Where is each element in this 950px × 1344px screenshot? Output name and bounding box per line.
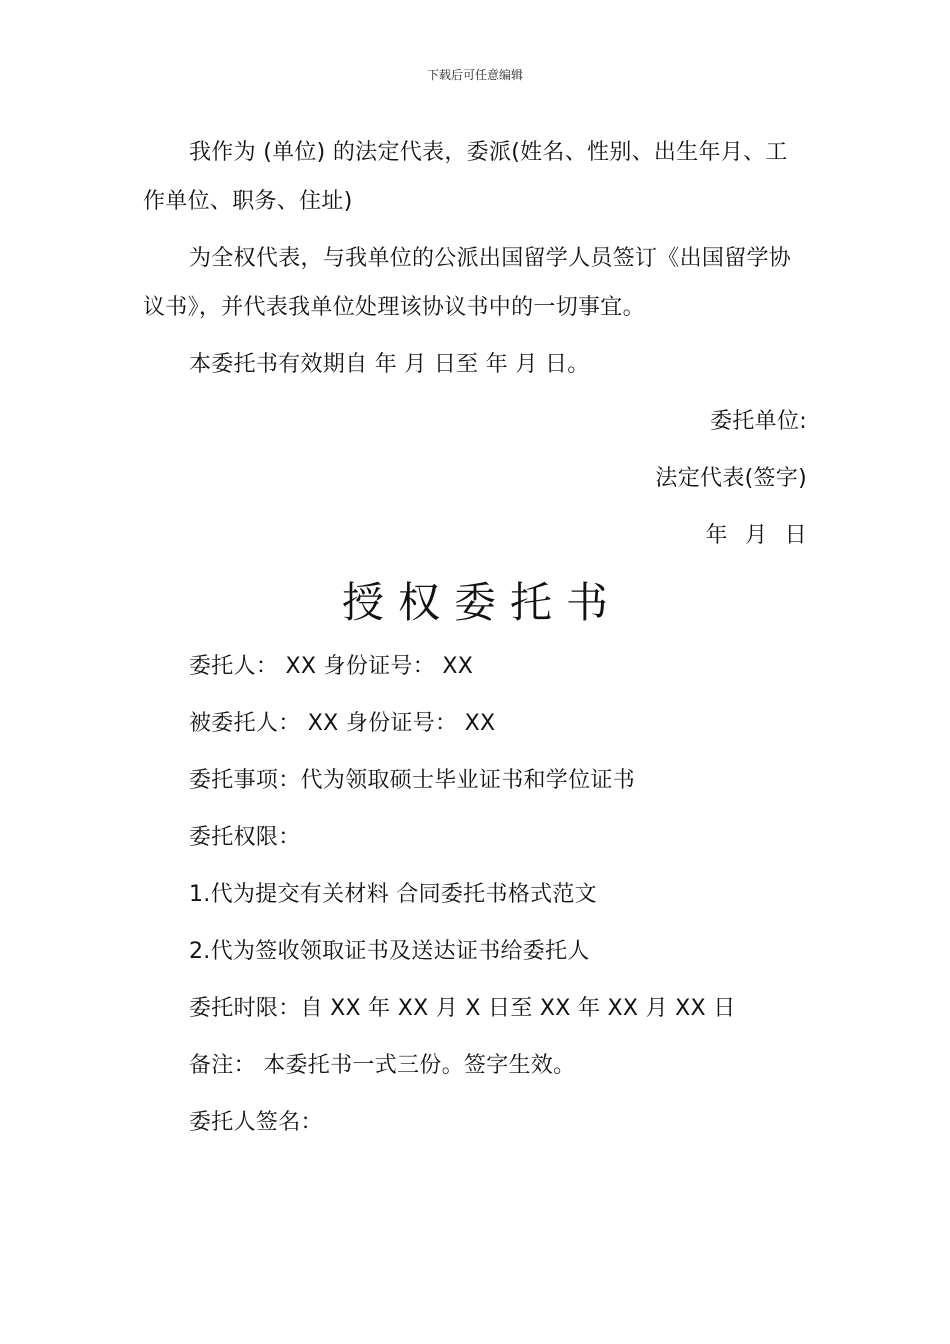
authority-item-2: 2.代为签收领取证书及送达证书给委托人 [189, 939, 590, 964]
document-title: 授权委托书 [341, 578, 622, 627]
letter-paragraph-delegation: 我作为 (单位) 的法定代表，委派(姓名、性别、出生年月、工作单位、职务、住址) [143, 140, 788, 214]
document-body [143, 128, 807, 1155]
header-note: 下载后可任意编辑 [426, 68, 523, 82]
agent-line: 被委托人： XX 身份证号： XX [189, 711, 496, 736]
principal-signature-line: 委托人签名： [189, 1110, 323, 1135]
entrusting-unit-label: 委托单位: [710, 409, 807, 434]
letter-paragraph-authority: 为全权代表，与我单位的公派出国留学人员签订《出国留学协议书》，并代表我单位处理该协议书中的一切事宜。 [143, 246, 792, 320]
matter-line: 委托事项：代为领取硕士毕业证书和学位证书 [189, 768, 636, 793]
authority-label: 委托权限： [189, 825, 301, 850]
period-line: 委托时限：自 XX 年 XX 月 X 日至 XX 年 XX 月 XX 日 [189, 996, 736, 1021]
legal-rep-signature-label: 法定代表(签字) [655, 466, 807, 491]
letter-date: 年 月 日 [705, 523, 807, 548]
remarks-line: 备注： 本委托书一式三份。签字生效。 [189, 1053, 576, 1078]
authority-item-1: 1.代为提交有关材料 合同委托书格式范文 [189, 882, 597, 907]
letter-paragraph-validity: 本委托书有效期自 年 月 日至 年 月 日。 [189, 352, 590, 377]
principal-line: 委托人： XX 身份证号： XX [189, 654, 474, 679]
